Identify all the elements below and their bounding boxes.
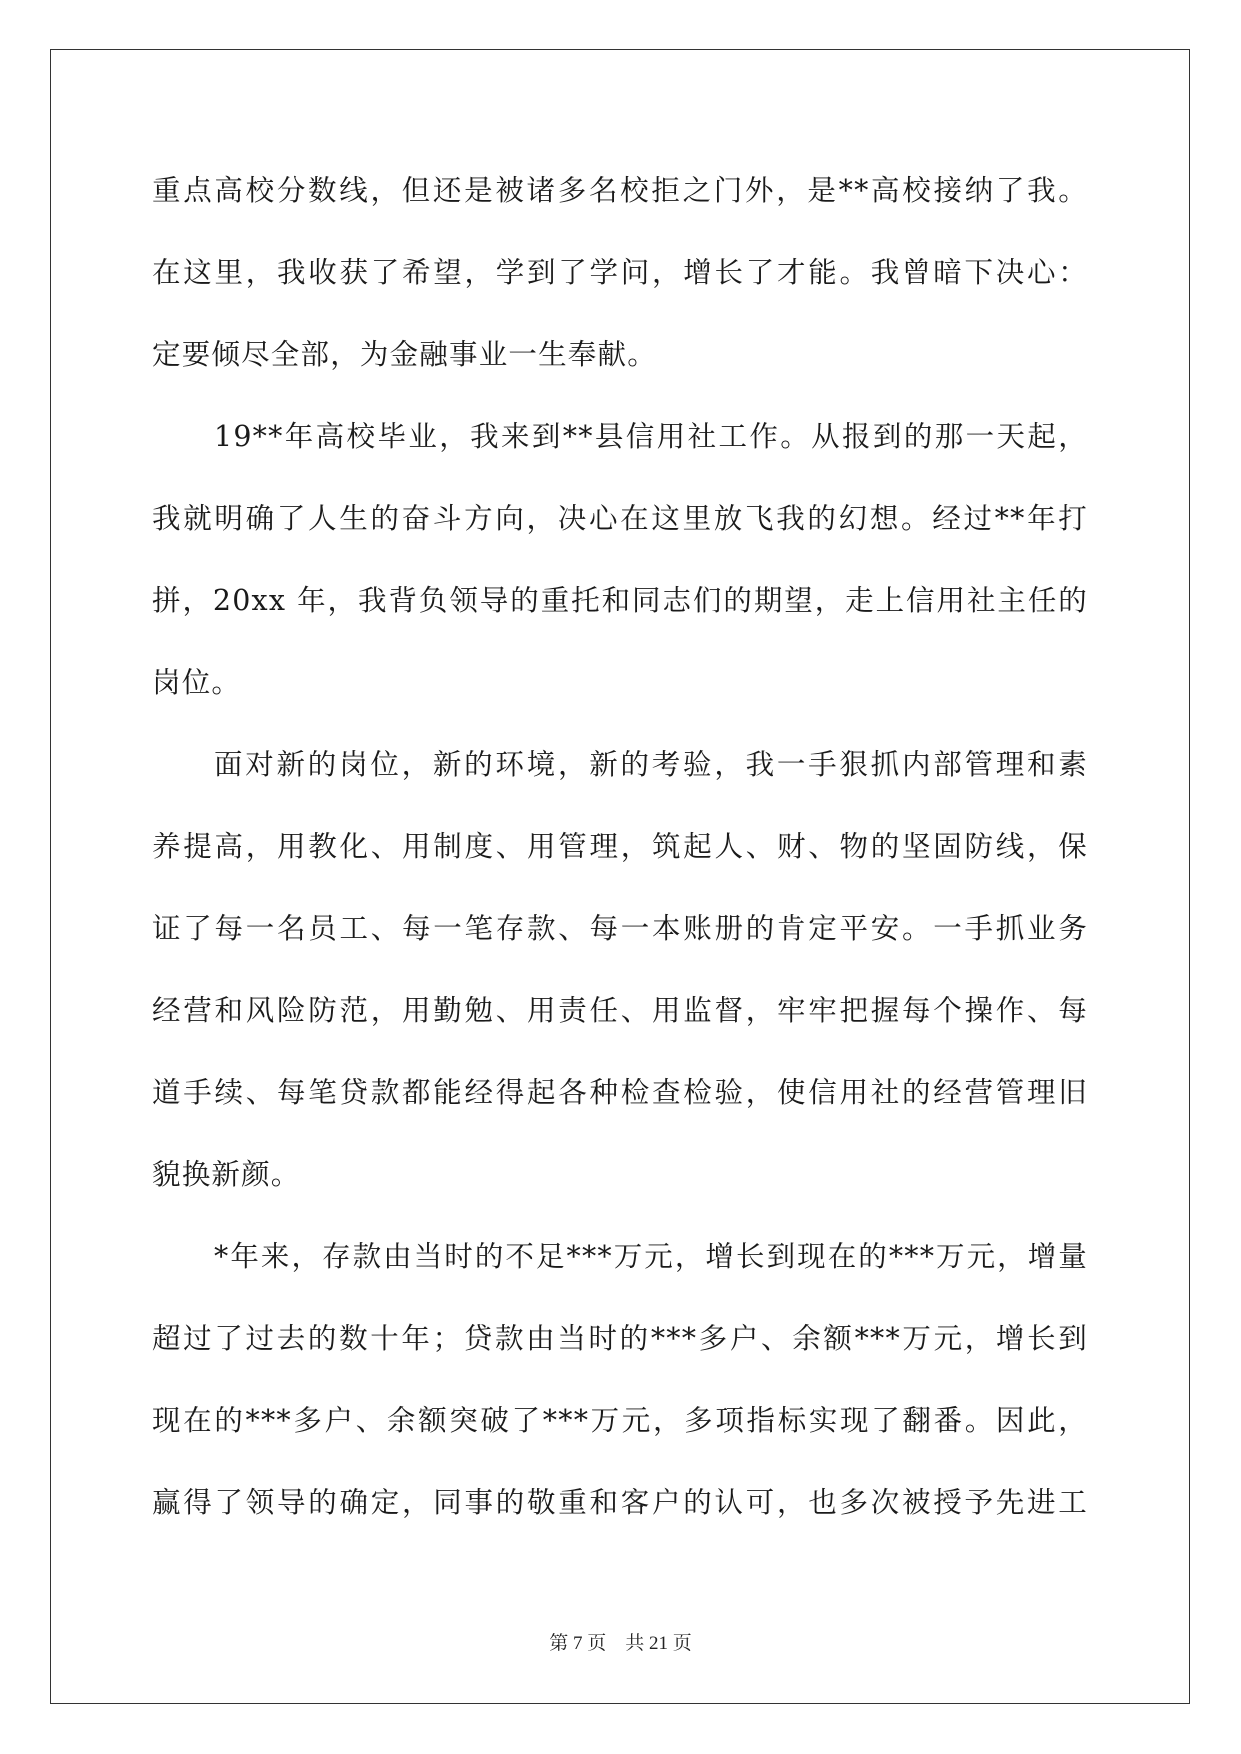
text-line: 岗位。 (152, 666, 242, 699)
text-line: 在这里，我收获了希望，学到了学问，增长了才能。我曾暗下决心： (152, 256, 1088, 289)
paragraph-start-line: *年来，存款由当时的不足***万元，增长到现在的***万元，增量 (214, 1240, 1088, 1273)
paragraph-start-line: 19**年高校毕业，我来到**县信用社工作。从报到的那一天起， (214, 420, 1088, 453)
text-line: 赢得了领导的确定，同事的敬重和客户的认可，也多次被授予先进工 (152, 1486, 1088, 1519)
text-line: 重点高校分数线，但还是被诸多名校拒之门外，是**高校接纳了我。 (152, 174, 1088, 207)
text-line: 超过了过去的数十年；贷款由当时的***多户、余额***万元，增长到 (152, 1322, 1088, 1355)
text-line: 道手续、每笔贷款都能经得起各种检查检验，使信用社的经营管理旧 (152, 1076, 1088, 1109)
text-line: 经营和风险防范，用勤勉、用责任、用监督，牢牢把握每个操作、每 (152, 994, 1088, 1027)
document-body (152, 164, 1088, 1558)
text-line: 我就明确了人生的奋斗方向，决心在这里放飞我的幻想。经过**年打 (152, 502, 1088, 535)
text-line: 现在的***多户、余额突破了***万元，多项指标实现了翻番。因此， (152, 1404, 1088, 1437)
total-pages: 共 21 页 (625, 1633, 692, 1654)
text-line: 证了每一名员工、每一笔存款、每一本账册的肯定平安。一手抓业务 (152, 912, 1088, 945)
text-line: 貌换新颜。 (152, 1158, 301, 1191)
page-footer (0, 1628, 1241, 1655)
text-line: 养提高，用教化、用制度、用管理，筑起人、财、物的坚固防线，保 (152, 830, 1088, 863)
text-line: 拼，20xx 年，我背负领导的重托和同志们的期望，走上信用社主任的 (152, 584, 1088, 617)
paragraph-start-line: 面对新的岗位，新的环境，新的考验，我一手狠抓内部管理和素 (214, 748, 1088, 781)
page-number: 第 7 页 (549, 1633, 607, 1654)
text-line: 定要倾尽全部，为金融事业一生奉献。 (152, 338, 657, 371)
